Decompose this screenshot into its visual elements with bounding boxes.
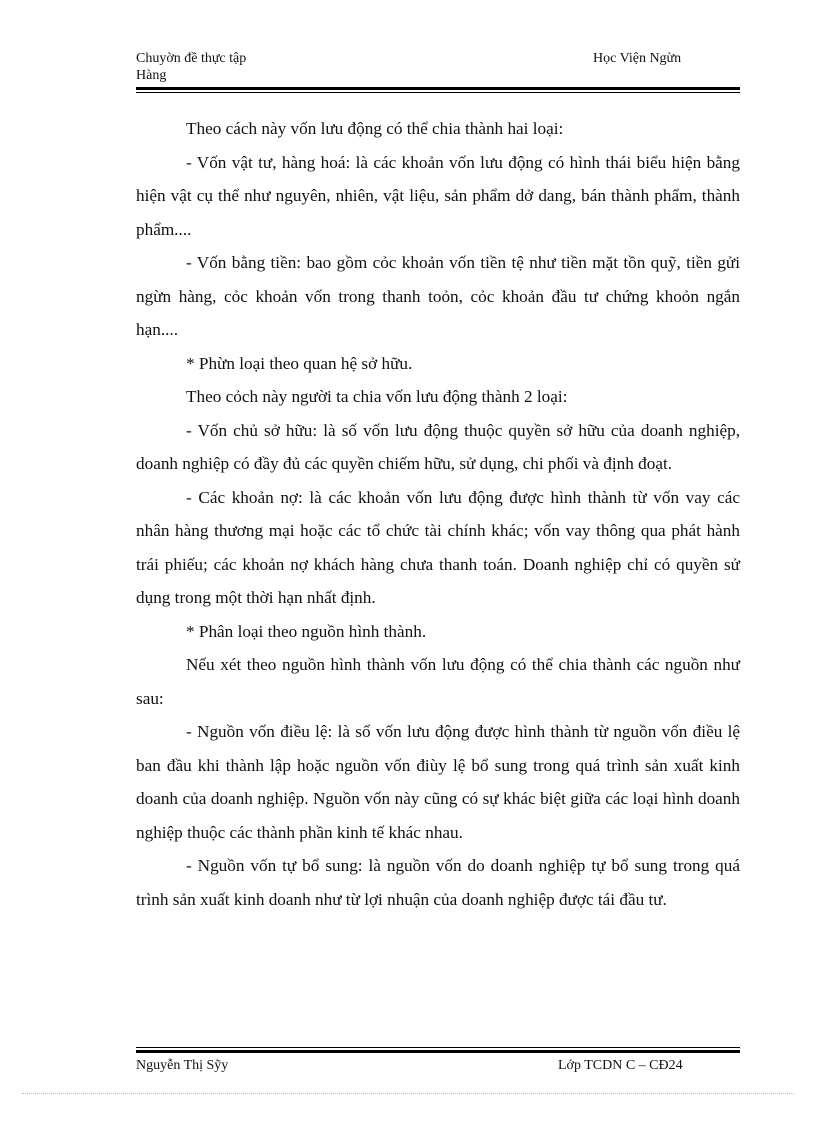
footer-rule-thick bbox=[136, 1050, 740, 1053]
paragraph-11: - Nguồn vốn tự bổ sung: là nguồn vốn do doanh nghiệp tự bổ sung trong quá trình sản xuất kinh doanh như từ lợi nhuận của doanh nghiệp được tái đầu tư. bbox=[136, 856, 740, 909]
body-text bbox=[136, 112, 740, 916]
paragraph-9: Nếu xét theo nguồn hình thành vốn lưu động có thể chia thành các nguồn như sau: bbox=[136, 655, 740, 708]
paragraph-2: - Vốn vật tư, hàng hoá: là các khoản vốn lưu động có hình thái biểu hiện bằng hiện vật cụ thể như nguyên, nhiên, vật liệu, sản phẩm dở dang, bán thành phẩm, thành phẩm.... bbox=[136, 152, 740, 239]
footer-rule-thin bbox=[136, 1047, 740, 1048]
paragraph-1: Theo cách này vốn lưu động có thể chia thành hai loại: bbox=[186, 119, 564, 138]
footer-class: Lớp TCDN C – CĐ24 bbox=[558, 1058, 683, 1073]
page-bottom-dotted-line bbox=[22, 1093, 794, 1094]
paragraph-8: * Phân loại theo nguồn hình thành. bbox=[186, 621, 427, 641]
paragraph-5: Theo cỏch này người ta chia vốn lưu động thành 2 loại: bbox=[186, 387, 568, 406]
paragraph-10: - Nguồn vốn điều lệ: là số vốn lưu động được hình thành từ nguồn vốn điều lệ ban đầu khi thành lập hoặc nguồn vốn điùy lệ bổ sung trong quá trình sản xuất kinh doanh của doanh nghiệp. Nguồn vốn này cũng có sự khác biệt giữa các loại hình doanh nghiệp thuộc các thành phần kinh tế khác nhau. bbox=[136, 722, 740, 842]
header-rule-thin bbox=[136, 92, 740, 93]
header-rule-thick bbox=[136, 87, 740, 90]
paragraph-3: - Vốn bằng tiền: bao gồm cỏc khoản vốn tiền tệ như tiền mặt tồn quỹ, tiền gửi ngừn hàng, cỏc khoản vốn trong thanh toỏn, cỏc khoản đầu tư chứng khoỏn ngắn hạn.... bbox=[136, 253, 740, 339]
paragraph-7: - Các khoản nợ: là các khoản vốn lưu động được hình thành từ vốn vay các nhân hàng thương mại hoặc các tổ chức tài chính khác; vốn vay thông qua phát hành trái phiếu; các khoản nợ khách hàng chưa thanh toán. Doanh nghiệp chỉ có quyền sử dụng trong một thời hạn nhất định. bbox=[136, 487, 740, 607]
paragraph-6: - Vốn chủ sở hữu: là số vốn lưu động thuộc quyền sở hữu của doanh nghiệp, doanh nghiệp có đầy đủ các quyền chiếm hữu, sử dụng, chi phối và định đoạt. bbox=[136, 420, 740, 473]
footer-author: Nguyễn Thị Sỹy bbox=[136, 1058, 229, 1073]
header-left bbox=[136, 50, 246, 84]
header-left-line-1: Chuyờn đề thực tập bbox=[136, 51, 247, 66]
paragraph-4: * Phừn loại theo quan hệ sở hữu. bbox=[186, 353, 413, 373]
header-right: Học Viện Ngừn bbox=[593, 51, 682, 66]
header-left-line-2: Hàng bbox=[136, 68, 167, 83]
